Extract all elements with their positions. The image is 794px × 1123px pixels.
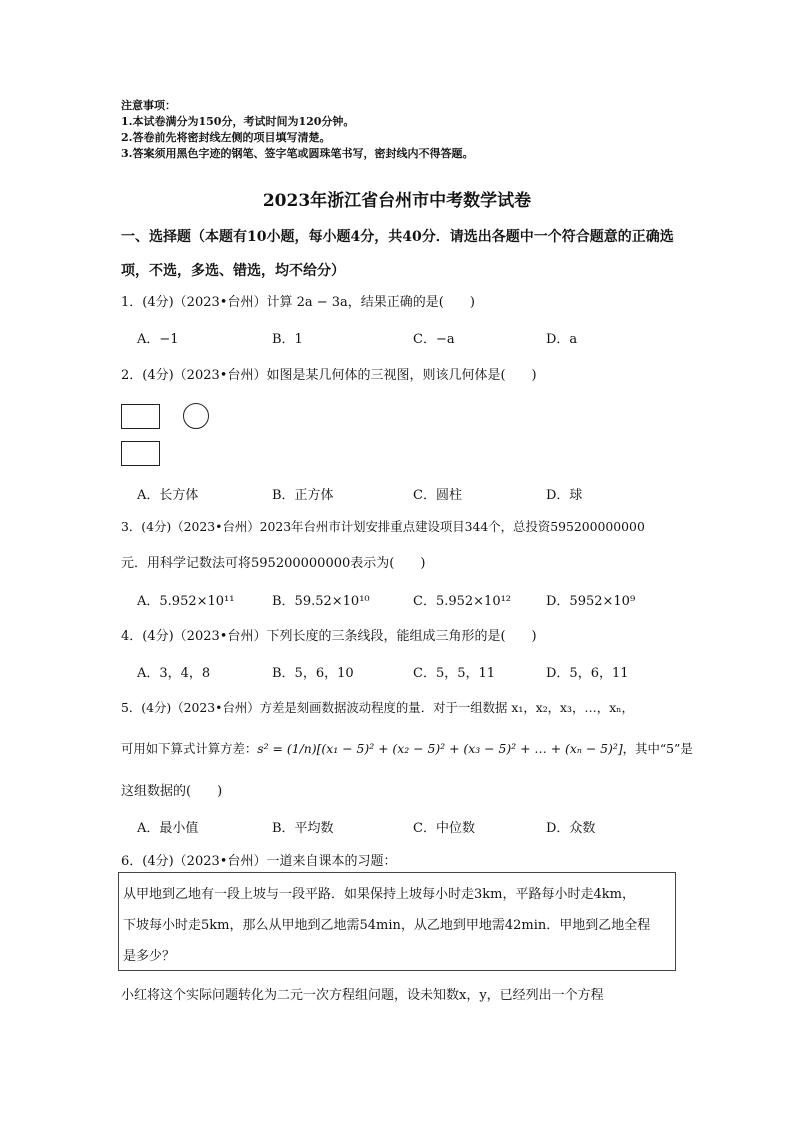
variance-formula: s² = (1/n)[(x₁ − 5)² + (x₂ − 5)² + (x₃ − 5)² + … + (xₙ − 5)²] [257,741,623,756]
question-3-stem-line2: 元．用科学记数法可将595200000000表示为( ) [121,556,426,571]
q2-option-b: B．正方体 [272,488,334,503]
q3-option-b: B．59.52×10¹⁰ [272,594,370,609]
q3-option-d: D．5952×10⁹ [546,594,636,609]
notice-heading: 注意事项： [121,99,176,112]
q1-option-a: A．−1 [137,332,179,347]
notice-item-3: 3.答案须用黑色字迹的钢笔、签字笔或圆珠笔书写，密封线内不得答题。 [121,147,474,160]
question-3-stem-line1: 3．(4分)（2023•台州）2023年台州市计划安排重点建设项目344个，总投资595200000000 [121,519,645,534]
top-view-circle [183,403,209,429]
q4-option-c: C．5，5，11 [413,666,496,681]
q5-option-a: A．最小值 [137,821,199,836]
question-5-stem-line1: 5．(4分)（2023•台州）方差是刻画数据波动程度的量．对于一组数据 x₁，x₂，x₃，…，xₙ， [121,700,634,715]
q4-option-a: A．3，4，8 [137,666,211,681]
question-2-stem: 2．(4分)（2023•台州）如图是某几何体的三视图，则该几何体是( ) [121,368,537,383]
q4-option-d: D．5，6，11 [546,666,629,681]
notice-block [121,98,473,162]
exercise-line-1: 从甲地到乙地有一段上坡与一段平路．如果保持上坡每小时走3km，平路每小时走4km， [123,887,635,902]
q1-option-b: B．1 [272,332,303,347]
q3-option-c: C．5.952×10¹² [413,594,512,609]
notice-item-1: 1.本试卷满分为150分，考试时间为120分钟。 [121,115,355,128]
question-6-stem: 6．(4分)（2023•台州）一道来自课本的习题： [121,854,397,869]
q2-option-d: D．球 [546,488,583,503]
question-6-after-text: 小红将这个实际问题转化为二元一次方程组问题，设未知数x，y，已经列出一个方程 [121,988,604,1003]
front-view-rectangle [121,404,160,429]
side-view-rectangle [121,441,160,466]
exercise-line-3: 是多少？ [123,949,176,964]
q5-option-c: C．中位数 [413,821,475,836]
exercise-box [118,872,676,971]
question-5-stem-line2 [121,739,693,757]
q2-option-c: C．圆柱 [413,488,462,503]
question-1-stem: 1．(4分)（2023•台州）计算 2a − 3a，结果正确的是( ) [121,295,475,310]
exercise-line-2: 下坡每小时走5km，那么从甲地到乙地需54min，从乙地到甲地需42min．甲地到乙地全程 [123,918,651,933]
q4-option-b: B．5，6，10 [272,666,354,681]
q5-option-b: B．平均数 [272,821,334,836]
section-heading: 一、选择题（本题有10小题，每小题4分，共40分．请选出各题中一个符合题意的正确选项，不选，多选、错选，均不给分） [121,229,674,279]
q1-option-d: D．a [546,332,578,347]
q2-option-a: A．长方体 [137,488,199,503]
page-title: 2023年浙江省台州市中考数学试卷 [262,191,532,211]
question-5-stem-line3: 这组数据的( ) [121,784,223,799]
q3-option-a: A．5.952×10¹¹ [137,594,235,609]
q1-option-c: C．−a [413,332,455,347]
notice-item-2: 2.答卷前先将密封线左侧的项目填写清楚。 [121,131,331,144]
question-4-stem: 4．(4分)（2023•台州）下列长度的三条线段，能组成三角形的是( ) [121,629,537,644]
q5-line2-suffix: ，其中“5”是 [622,741,693,756]
q5-line2-prefix: 可用如下算式计算方差： [121,741,258,756]
q5-option-d: D．众数 [546,821,596,836]
